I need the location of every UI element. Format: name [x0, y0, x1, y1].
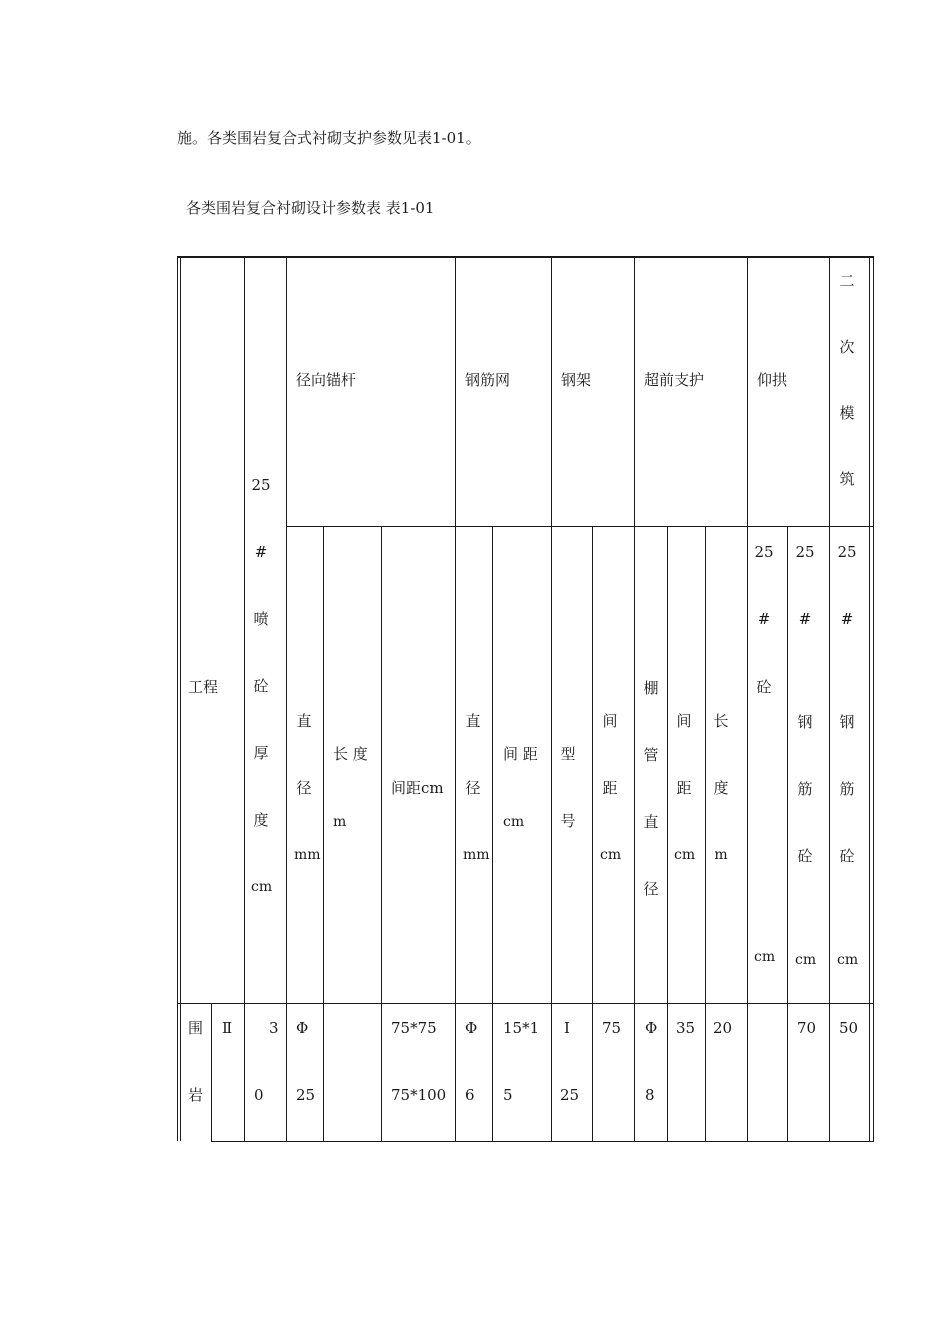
header-text: 次 [839, 338, 855, 356]
intro-text: 施。各类围岩复合式衬砌支护参数见表1-01。 [177, 129, 481, 147]
header-text: 砼 [839, 847, 855, 865]
table-left-border [177, 256, 178, 1141]
row-shotcrete-a: 3 [269, 1019, 279, 1037]
row-bolt-spacing-a: 75*75 [391, 1019, 437, 1037]
header-frame-type [558, 747, 578, 829]
header-text: 直 [643, 813, 659, 831]
header-text: 间 [676, 712, 692, 730]
header-bottom-border [177, 1003, 874, 1004]
header-text: 间 [602, 712, 618, 730]
header-lining-rc [837, 545, 857, 967]
row-shotcrete-b: 0 [254, 1086, 264, 1104]
header-invert: 仰拱 [757, 371, 788, 389]
header-text: 筋 [797, 780, 813, 798]
table-top-border [177, 256, 874, 258]
row-mesh-spacing-a: 15*1 [503, 1019, 540, 1037]
col-line-mesh-sp [492, 526, 493, 1141]
row-lining-rc: 50 [839, 1019, 859, 1037]
header-divider [286, 526, 874, 527]
col-line-frame-left [551, 256, 552, 1141]
header-text: 径 [643, 880, 659, 898]
header-text: cm [837, 952, 859, 968]
row-frame-type-b: 25 [560, 1086, 580, 1104]
header-advance-support: 超前支护 [644, 371, 705, 389]
row-bolt-diameter-b: 25 [296, 1086, 316, 1104]
header-text: cm [795, 952, 817, 968]
header-text: 25 [754, 543, 774, 561]
table-right-border-outer [873, 256, 874, 1141]
header-text: # [798, 610, 812, 628]
header-radial-bolt: 径向锚杆 [296, 371, 357, 389]
header-text: 距 [676, 779, 692, 797]
header-text: 模 [839, 404, 855, 422]
header-text: 钢 [839, 713, 855, 731]
col-line-advance-left [634, 256, 635, 1141]
header-text: 25 [837, 543, 857, 561]
header-text: 25 [251, 476, 271, 494]
header-mesh-spacing-unit: cm [503, 814, 525, 830]
col-line-bolt-left [286, 256, 287, 1141]
header-text: 筋 [839, 780, 855, 798]
row-rock-label-1: 围 [188, 1019, 204, 1037]
row-bolt-diameter-a: Φ [296, 1019, 309, 1037]
row-bolt-spacing-b: 75*100 [391, 1086, 447, 1104]
header-text: 度 [713, 779, 729, 797]
col-line-invert-left [747, 256, 748, 1141]
col-line-bolt-len [323, 526, 324, 1141]
header-text: 二 [839, 272, 855, 290]
header-text: mm [463, 847, 490, 863]
table-caption: 各类围岩复合衬砌设计参数表 表1-01 [186, 199, 435, 217]
col-line-shot-data [244, 1003, 245, 1141]
col-line-mesh-left [455, 256, 456, 1141]
header-mesh-diameter [463, 712, 490, 863]
header-steel-mesh: 钢筋网 [465, 371, 511, 389]
header-bolt-diameter [294, 712, 321, 863]
header-secondary-lining [837, 274, 857, 487]
row-bottom-border [211, 1141, 874, 1142]
header-invert-rc [795, 545, 815, 967]
header-text: 钢 [797, 713, 813, 731]
header-bolt-length: 长 度 [333, 745, 368, 763]
header-bolt-spacing: 间距cm [391, 779, 444, 797]
header-text: 直 [465, 712, 481, 730]
header-mesh-spacing: 间 距 [503, 745, 538, 763]
header-text: m [714, 847, 728, 863]
header-invert-concrete [754, 545, 774, 964]
header-text: 砼 [253, 677, 269, 695]
header-text: 距 [602, 779, 618, 797]
header-text: 度 [253, 811, 269, 829]
header-pipe-diameter [641, 681, 661, 897]
header-text: cm [754, 949, 776, 965]
header-text: # [757, 610, 771, 628]
header-text: 径 [296, 779, 312, 797]
row-pipe-diameter-a: Φ [645, 1019, 658, 1037]
row-mesh-diameter-a: Φ [465, 1019, 478, 1037]
row-adv-length: 20 [713, 1019, 733, 1037]
header-text: 筑 [839, 470, 855, 488]
header-text: 棚 [643, 679, 659, 697]
header-text: mm [294, 847, 321, 863]
col-line-grade [211, 1003, 212, 1141]
row-frame-type-a: I [564, 1019, 570, 1037]
row-invert-rc: 70 [797, 1019, 817, 1037]
row-mesh-spacing-b: 5 [503, 1086, 513, 1104]
header-frame-spacing [600, 714, 620, 862]
header-text: 砼 [797, 847, 813, 865]
header-text: 直 [296, 712, 312, 730]
row-pipe-diameter-b: 8 [645, 1086, 655, 1104]
header-text: cm [251, 879, 273, 895]
header-text: 径 [465, 779, 481, 797]
header-bolt-length-unit: m [333, 814, 347, 830]
col-line-invert-rc [787, 526, 788, 1141]
header-text: cm [674, 847, 696, 863]
header-text: 25 [795, 543, 815, 561]
header-text: 号 [560, 812, 576, 830]
row-grade: Ⅱ [222, 1019, 233, 1037]
header-text: 喷 [253, 610, 269, 628]
header-text: 长 [713, 712, 729, 730]
col-line-shotcrete-left [244, 256, 245, 1003]
row-adv-spacing: 35 [676, 1019, 696, 1037]
row-mesh-diameter-b: 6 [465, 1086, 475, 1104]
header-text: # [254, 543, 268, 561]
col-line-bolt-sp [381, 526, 382, 1141]
header-steel-frame: 钢架 [561, 371, 592, 389]
header-project: 工程 [188, 678, 219, 696]
row-rock-label-2: 岩 [188, 1086, 204, 1104]
header-text: 厚 [253, 744, 269, 762]
header-text: cm [600, 847, 622, 863]
row-frame-spacing: 75 [602, 1019, 622, 1037]
header-adv-length [711, 714, 731, 862]
table-right-border [869, 256, 870, 1141]
col-line-adv-len [705, 526, 706, 1141]
col-line-adv-sp [667, 526, 668, 1141]
header-adv-spacing [674, 714, 694, 862]
header-shotcrete-thickness [251, 478, 271, 894]
table-left-border-inner [180, 256, 181, 1141]
header-text: 管 [643, 746, 659, 764]
col-line-lining-left [829, 256, 830, 1141]
col-line-frame-sp [592, 526, 593, 1141]
header-text: 型 [560, 745, 576, 763]
header-text: # [840, 610, 854, 628]
header-text: 砼 [756, 678, 772, 696]
